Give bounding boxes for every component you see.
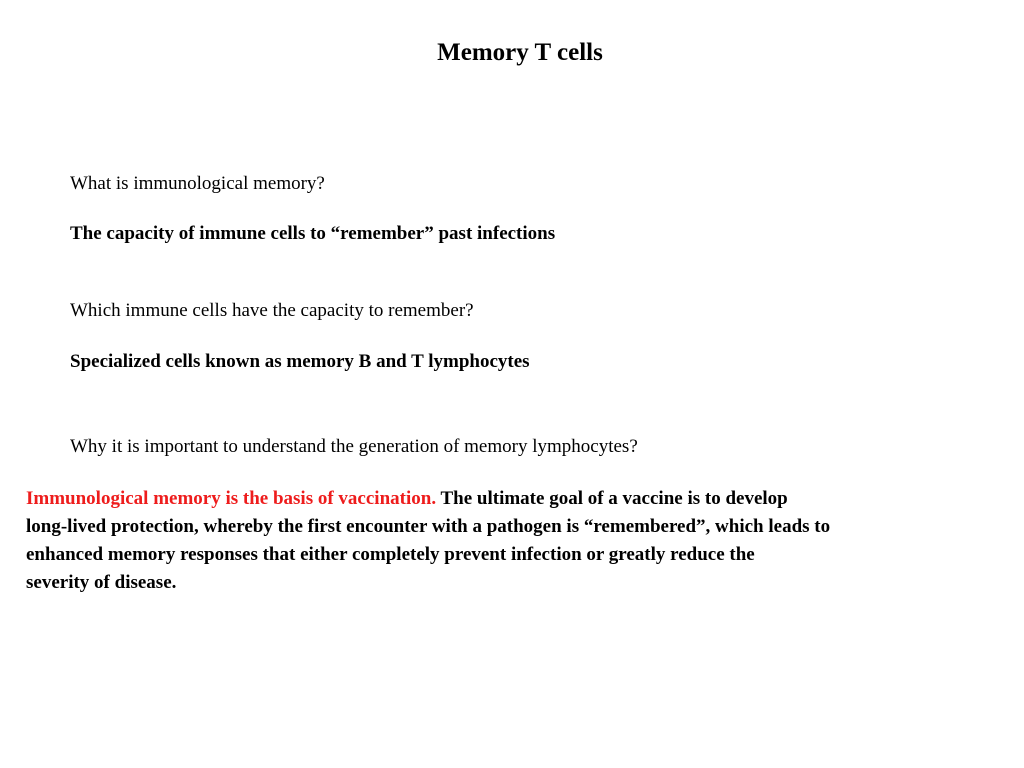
conclusion-text: The ultimate goal of a vaccine is to develop: [436, 488, 788, 509]
conclusion-line-2: long-lived protection, whereby the first encounter with a pathogen is “remembered”, which leads to: [26, 516, 831, 537]
slide-title: Memory T cells: [437, 39, 603, 66]
answer-immunological-memory: The capacity of immune cells to “remember” past infections: [70, 223, 556, 244]
conclusion-highlight: Immunological memory is the basis of vaccination.: [26, 488, 437, 509]
conclusion-line-3: enhanced memory responses that either completely prevent infection or greatly reduce the: [26, 544, 755, 565]
conclusion-line-4: severity of disease.: [26, 572, 177, 593]
question-immunological-memory: What is immunological memory?: [70, 173, 325, 194]
conclusion-paragraph: [26, 485, 1006, 597]
conclusion-line-1: [26, 485, 1006, 513]
answer-which-cells: Specialized cells known as memory B and T lymphocytes: [70, 351, 530, 372]
question-which-cells: Which immune cells have the capacity to remember?: [70, 300, 474, 321]
question-why-important: Why it is important to understand the generation of memory lymphocytes?: [70, 436, 638, 457]
